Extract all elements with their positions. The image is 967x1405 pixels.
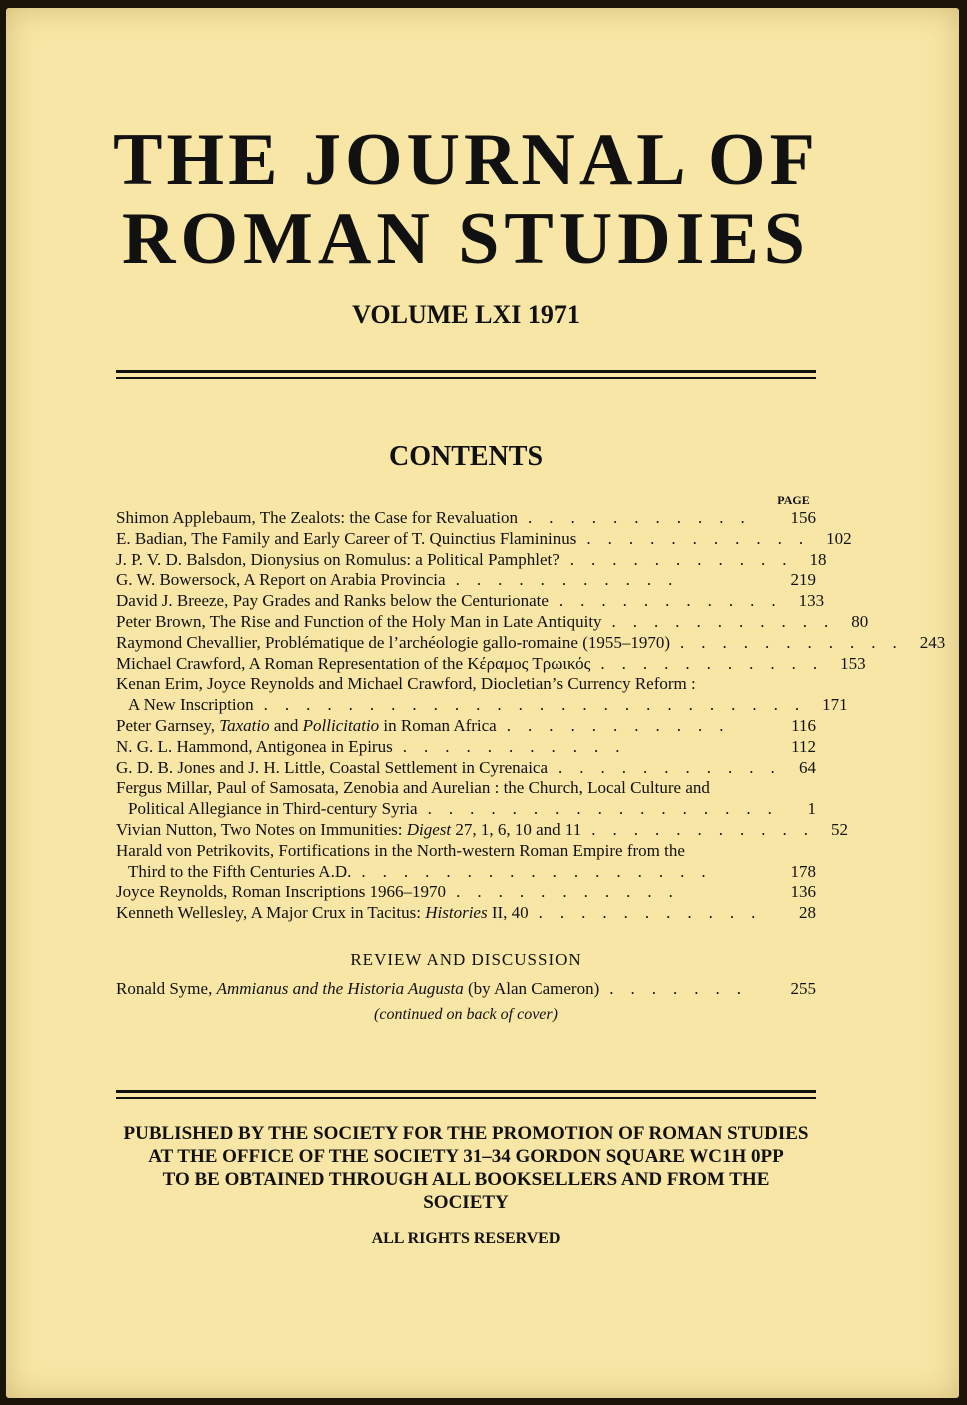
toc-entry [116, 674, 848, 716]
toc-entry-page: 116 [791, 715, 816, 735]
toc-title-italic: Taxatio [219, 715, 270, 735]
toc-title-part: Kenneth Wellesley, A Major Crux in Tacitus: [116, 903, 426, 923]
toc-entry-page: 178 [790, 861, 816, 881]
toc-entry-page: 18 [809, 549, 827, 569]
review-reviewer: (by Alan Cameron) [463, 979, 600, 998]
continued-note: (continued on back of cover) [374, 1006, 558, 1023]
leader-dots: ........... [455, 570, 690, 590]
leader-dots: ........... [506, 715, 741, 735]
toc-entry [116, 611, 869, 633]
toc-entry [116, 632, 946, 654]
leader-dots: ........... [586, 528, 821, 548]
leader-dots: ........... [600, 653, 835, 673]
toc-entry-page: 243 [919, 632, 946, 652]
toc-entry-title: G. D. B. Jones and J. H. Little, Coastal Settlement in Cyrenaica [116, 757, 549, 777]
table-of-contents [116, 508, 946, 924]
toc-title-italic: Histories [425, 903, 488, 923]
toc-entry-title [116, 716, 497, 737]
leader-dots: ................. [361, 861, 723, 881]
toc-title-part: in Roman Africa [379, 715, 497, 735]
toc-entry [116, 528, 852, 550]
toc-entry-page: 52 [831, 819, 849, 839]
leader-dots: ................. [427, 799, 789, 819]
journal-title-line2: ROMAN STUDIES [122, 198, 810, 280]
leader-dots: ........... [558, 757, 792, 777]
toc-entry-title-line2: A New Inscription [128, 695, 254, 715]
toc-entry [116, 508, 816, 529]
publisher-line: AT THE OFFICE OF THE SOCIETY 31–34 GORDON SQUARE WC1H 0PP [148, 1146, 784, 1167]
toc-entry-title: Raymond Chevallier, Problématique de l’archéologie gallo-romaine (1955–1970) [116, 632, 671, 652]
rights-reserved: ALL RIGHTS RESERVED [371, 1230, 561, 1247]
review-page: 255 [790, 979, 816, 998]
toc-entry [116, 591, 825, 612]
toc-entry [116, 737, 816, 758]
leader-dots: .......................... [263, 695, 817, 715]
toc-title-part: Peter Garnsey, [116, 715, 220, 735]
review-author: Ronald Syme, [116, 979, 217, 998]
toc-entry-page: 102 [826, 528, 852, 548]
toc-entry [116, 716, 816, 737]
publisher-line: TO BE OBTAINED THROUGH ALL BOOKSELLERS AND FROM THE [162, 1169, 770, 1190]
toc-entry-page: 64 [799, 757, 816, 777]
journal-cover [6, 8, 959, 1398]
toc-entry-page: 171 [822, 695, 848, 715]
leader-dots: ........... [456, 882, 690, 902]
toc-title-part: Vivian Nutton, Two Notes on Immunities: [116, 819, 407, 839]
toc-entry-title [116, 820, 581, 841]
leader-dots: ........... [569, 549, 804, 569]
leader-dots: ........... [538, 903, 773, 923]
leader-dots: ........... [680, 632, 914, 652]
toc-entry-title: Joyce Reynolds, Roman Inscriptions 1966–1970 [116, 882, 447, 902]
leader-dots: ........... [611, 611, 846, 631]
toc-entry [116, 778, 816, 820]
toc-entry-title: Shimon Applebaum, The Zealots: the Case for Revaluation [116, 508, 518, 527]
toc-entry [116, 903, 816, 924]
toc-entry-title-line1: Kenan Erim, Joyce Reynolds and Michael Crawford, Diocletian’s Currency Reform : [116, 674, 696, 694]
toc-entry [116, 758, 816, 779]
contents-heading: CONTENTS [388, 441, 544, 472]
review-entry-title [116, 978, 599, 999]
toc-entry-page: 136 [790, 882, 816, 902]
toc-entry-title: Michael Crawford, A Roman Representation of the Κέραμος Τρωικός [116, 653, 591, 673]
toc-entry [116, 653, 866, 675]
toc-entry [116, 819, 849, 841]
toc-entry-title [116, 903, 529, 924]
review-entry [116, 978, 816, 999]
publisher-line: PUBLISHED BY THE SOCIETY FOR THE PROMOTION OF ROMAN STUDIES [123, 1123, 809, 1144]
toc-entry-title-line1: Harald von Petrikovits, Fortifications in the North-western Roman Empire from the [116, 840, 685, 860]
toc-entry-page: 156 [790, 508, 816, 527]
toc-title-part: and [269, 715, 303, 735]
toc-entry-page: 1 [807, 799, 816, 819]
volume-label: VOLUME LXI 1971 [352, 300, 580, 329]
toc-entry-page: 112 [791, 736, 816, 756]
journal-title-line1: THE JOURNAL OF [113, 119, 819, 201]
leader-dots: ........... [402, 736, 637, 756]
toc-entry-page: 28 [799, 903, 816, 923]
leader-dots: ....... [609, 979, 758, 998]
publisher-line: SOCIETY [423, 1192, 509, 1213]
leader-dots: ........... [558, 591, 793, 611]
review-heading: REVIEW AND DISCUSSION [350, 950, 582, 969]
toc-entry-title: David J. Breeze, Pay Grades and Ranks below the Centurionate [116, 591, 549, 611]
publisher-block [116, 1122, 816, 1214]
toc-title-italic: Pollicitatio [302, 715, 380, 735]
toc-entry-title: J. P. V. D. Balsdon, Dionysius on Romulus: a Political Pamphlet? [116, 549, 560, 569]
toc-entry-page: 153 [840, 653, 866, 673]
toc-entry [116, 570, 816, 591]
toc-title-part: II, 40 [487, 903, 529, 923]
toc-title-part: 27, 1, 6, 10 and 11 [451, 819, 582, 839]
toc-entry-title: E. Badian, The Family and Early Career of T. Quinctius Flamininus [116, 528, 577, 548]
toc-entry [116, 841, 816, 883]
double-rule-divider [116, 370, 816, 379]
double-rule-divider [116, 1090, 816, 1099]
toc-entry-title-line2: Third to the Fifth Centuries A.D. [128, 861, 352, 881]
review-book-title: Ammianus and the Historia Augusta [216, 979, 464, 998]
toc-entry [116, 549, 827, 571]
toc-entry-page: 80 [851, 611, 869, 631]
leader-dots: ........... [527, 508, 762, 527]
toc-entry-title: N. G. L. Hammond, Antigonea in Epirus [116, 736, 393, 756]
toc-entry-page: 133 [798, 591, 825, 611]
leader-dots: ........... [591, 819, 826, 839]
toc-entry-page: 219 [790, 570, 816, 590]
toc-title-italic: Digest [406, 819, 452, 839]
toc-entry [116, 882, 816, 903]
page-column-label: PAGE [777, 493, 810, 507]
toc-entry-title-line2: Political Allegiance in Third-century Syria [128, 799, 418, 819]
toc-entry-title: G. W. Bowersock, A Report on Arabia Provincia [116, 570, 446, 590]
toc-entry-title: Peter Brown, The Rise and Function of the Holy Man in Late Antiquity [116, 611, 602, 631]
toc-entry-title-line1: Fergus Millar, Paul of Samosata, Zenobia and Aurelian : the Church, Local Culture and [116, 778, 710, 798]
